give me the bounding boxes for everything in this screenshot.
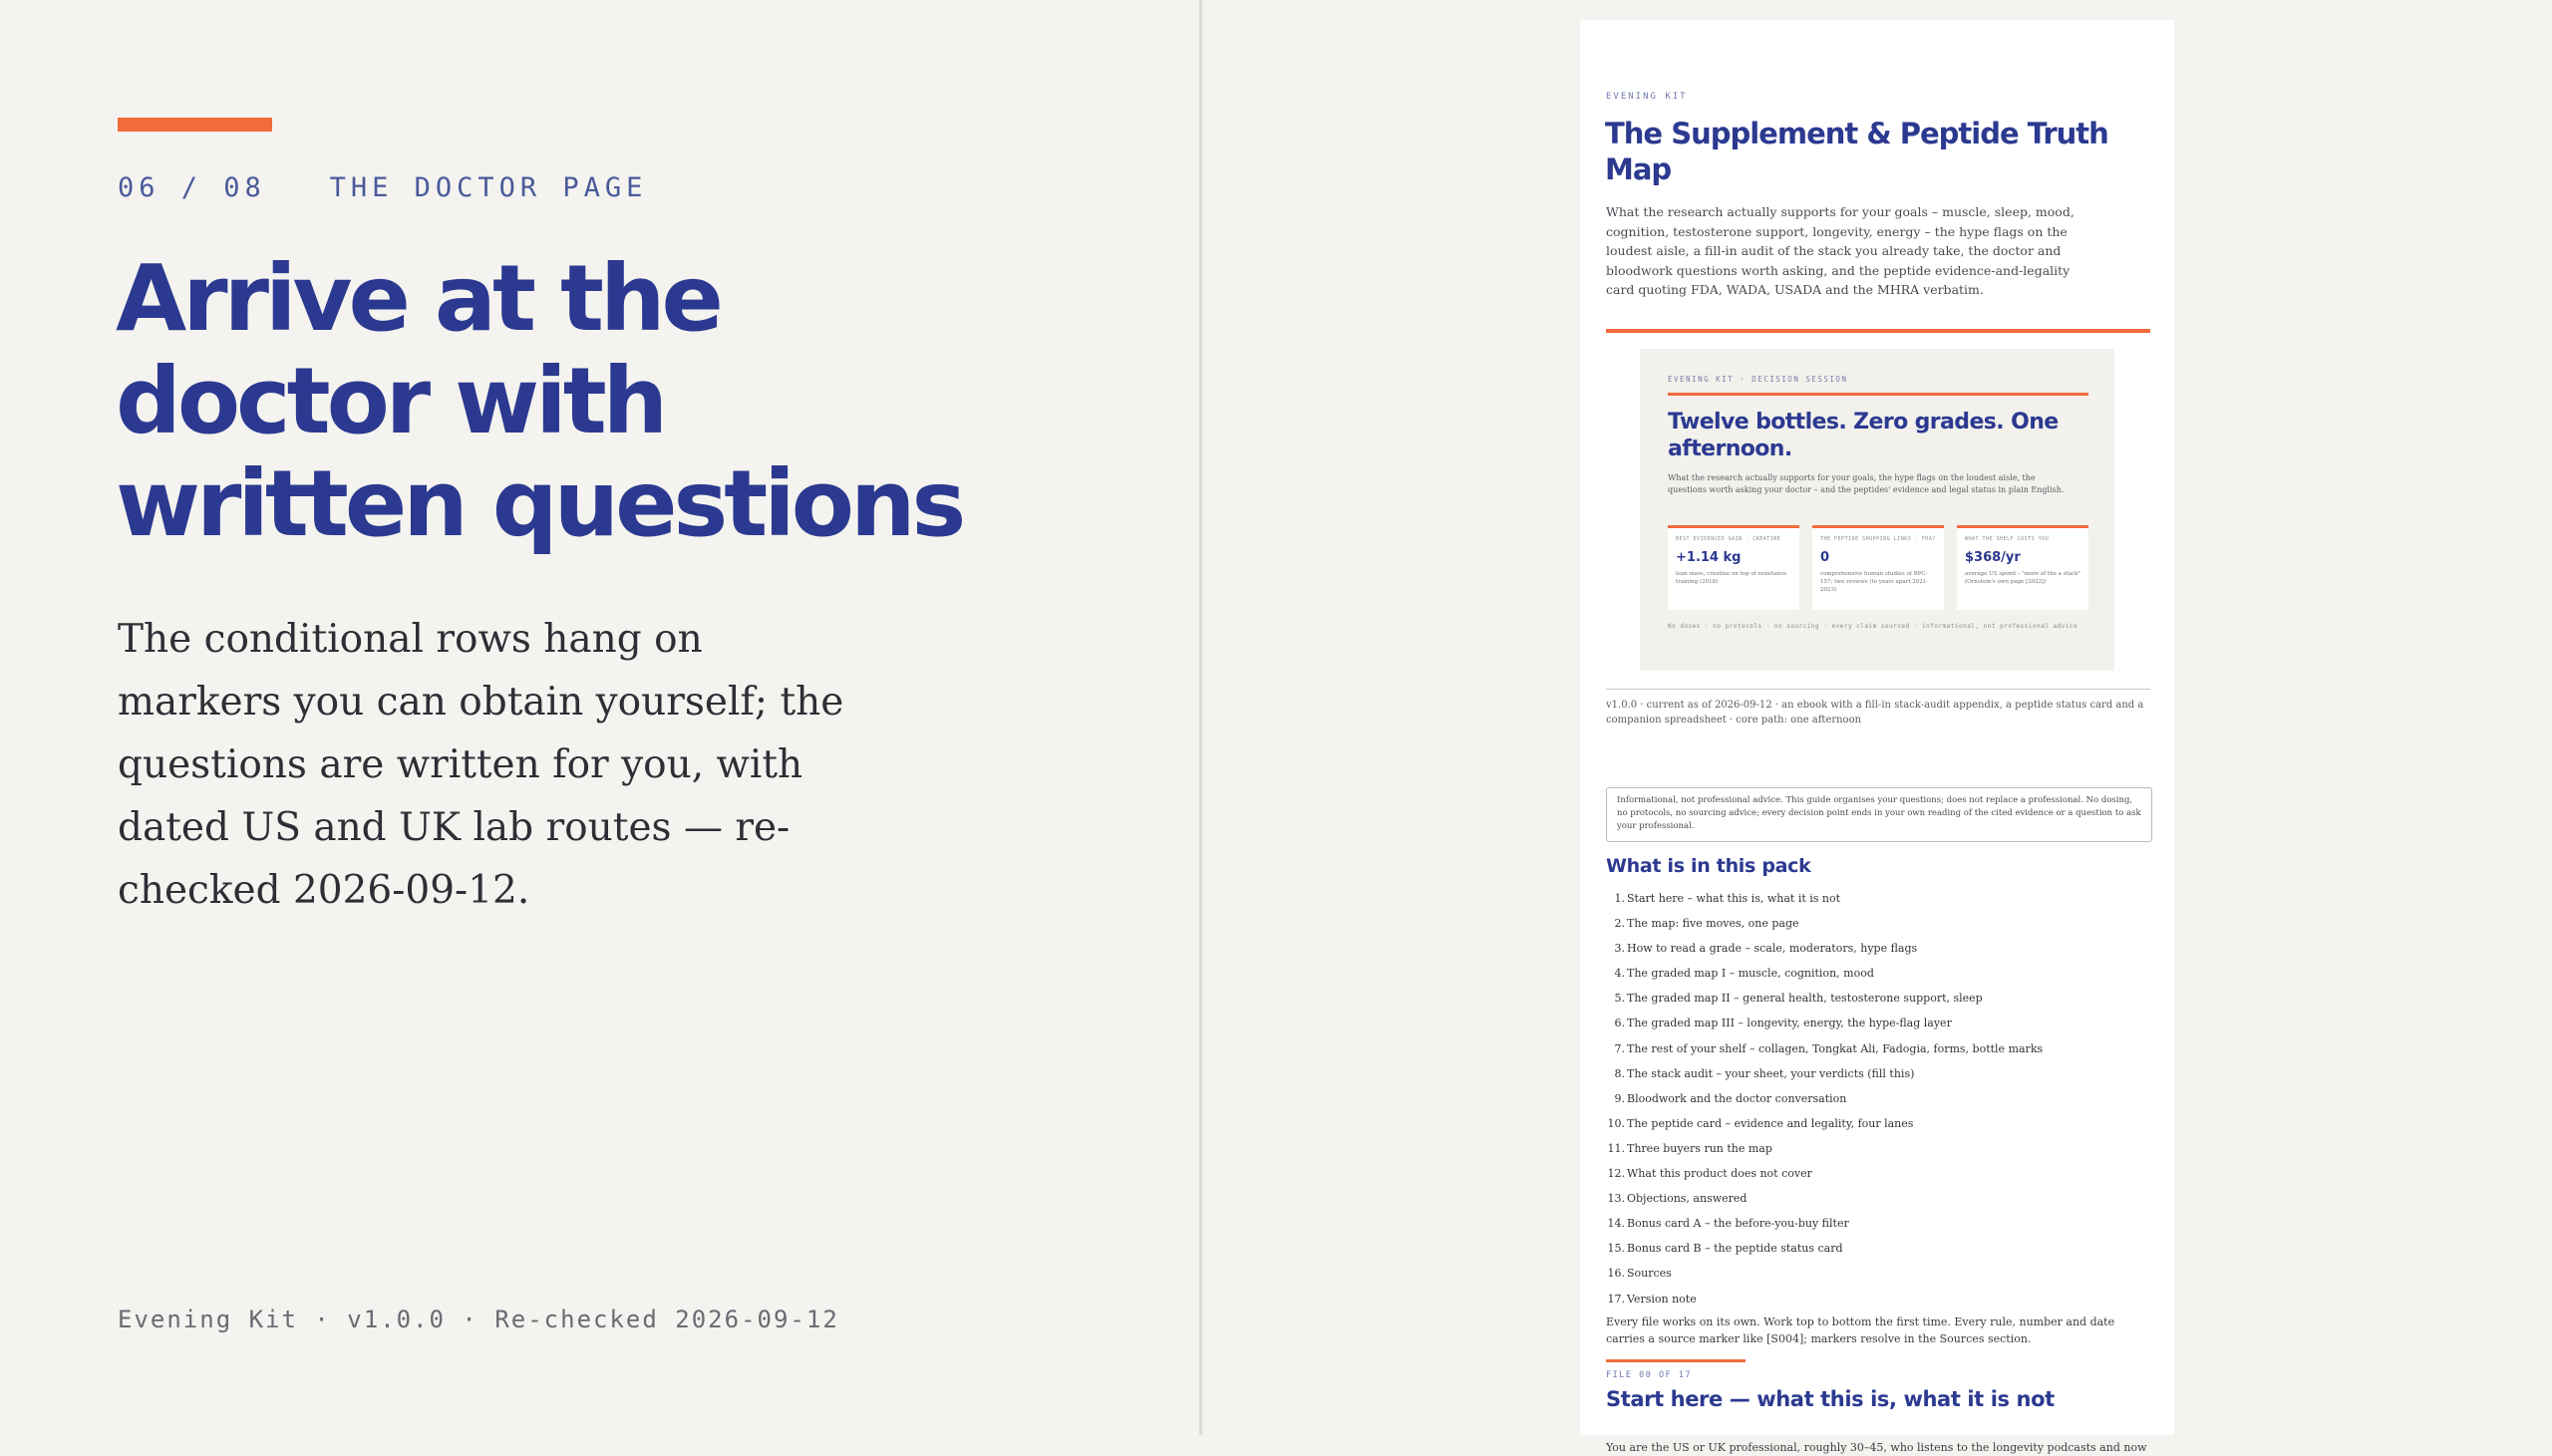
toc-item-label: Version note (1627, 1292, 1697, 1306)
toc-item-number: 8. (1614, 1066, 1625, 1080)
toc-item[interactable] (1606, 1086, 2043, 1111)
toc-item-number: 6. (1614, 1017, 1625, 1030)
toc-item-label: The graded map I – muscle, cognition, mood (1627, 967, 1874, 981)
toc-item-number: 17. (1607, 1292, 1625, 1306)
stat-value: $368/yr (1965, 550, 2021, 565)
toc-item-number: 2. (1614, 917, 1625, 931)
toc-item[interactable] (1606, 1161, 2043, 1186)
toc-item-label: The rest of your shelf – collagen, Tongkat Ali, Fadogia, forms, bottle marks (1627, 1041, 2044, 1055)
toc-item-label: What this product does not cover (1627, 1167, 1812, 1181)
cover-footer: No doses · no protocols · no sourcing · every claim sourced · informational, not professional advice (1668, 623, 2078, 630)
toc-item[interactable] (1606, 961, 2043, 986)
stat-label: BEST EVIDENCED GAIN · CREATINE (1676, 536, 1781, 542)
toc-item-label: The peptide card – evidence and legality, four lanes (1627, 1116, 1914, 1130)
slide-panel (0, 0, 1200, 1435)
panel-divider (1199, 0, 1202, 1435)
doc-title: The Supplement & Peptide Truth Map (1605, 117, 2108, 186)
document-preview[interactable] (1580, 20, 2174, 1454)
slide-lede: The conditional rows hang on markers you can obtain yourself; the questions are written for you, with dated US and UK lab routes — re-checked 2026-09-12. (118, 617, 844, 913)
toc-item-label: How to read a grade – scale, moderators, hype flags (1627, 942, 1918, 956)
toc-item[interactable] (1606, 936, 2043, 961)
toc-item[interactable] (1606, 1136, 2043, 1161)
version-line: v1.0.0 · current as of 2026-09-12 · an ebook with a fill-in stack-audit appendix, a peptide status card and a companion spreadsheet · core path: one afternoon (1606, 700, 2144, 726)
stat-card (1812, 525, 1944, 610)
toc-item-number: 16. (1607, 1267, 1625, 1281)
slide-counter: 06 / 08 (118, 172, 266, 203)
toc-item[interactable] (1606, 986, 2043, 1011)
toc-item[interactable] (1606, 1211, 2043, 1236)
toc-item-label: Bloodwork and the doctor conversation (1627, 1091, 1847, 1105)
toc-heading: What is in this pack (1606, 855, 1811, 877)
stat-card (1957, 525, 2088, 610)
stat-note: average US spend – "more of the a stack" (Ornstein's own page [2022]) (1965, 571, 2080, 585)
slide-section: THE DOCTOR PAGE (329, 172, 648, 203)
toc-item-number: 10. (1607, 1116, 1625, 1130)
toc-item-label: Bonus card A – the before-you-buy filter (1627, 1217, 1849, 1231)
toc-item-number: 4. (1614, 967, 1625, 981)
doc-intro: What the research actually supports for your goals – muscle, sleep, mood, cognition, testosterone support, longevity, energy – the hype flags on the loudest aisle, a fill-in audit of the stack you already take, the doctor and bloodwork questions worth asking, and the peptide evidence-and-legality card quoting FDA, WADA, USADA and the MHRA verbatim. (1606, 204, 2074, 297)
slide-footer: Evening Kit · v1.0.0 · Re-checked 2026-09-12 (118, 1306, 839, 1333)
toc-item[interactable] (1606, 1236, 2043, 1261)
slide-eyebrow (118, 172, 647, 203)
doc-eyebrow: EVENING KIT (1606, 92, 1688, 102)
slide-headline: Arrive at the doctor with written questions (116, 245, 963, 557)
cover-eyebrow: EVENING KIT · DECISION SESSION (1668, 375, 1848, 384)
section-rule (1606, 1359, 1746, 1362)
cover-image (1640, 349, 2114, 671)
toc-item[interactable] (1606, 1111, 2043, 1136)
stat-label: THE PEPTIDE SHOPPING LINKS · FDA? (1820, 536, 1936, 542)
cover-title: Twelve bottles. Zero grades. One afternoon. (1668, 410, 2059, 461)
toc-item[interactable] (1606, 1061, 2043, 1086)
toc-item[interactable] (1606, 1186, 2043, 1211)
cover-desc: What the research actually supports for your goals, the hype flags on the loudest aisle, the questions worth asking your doctor – and the peptides' evidence and legal status in plain English. (1668, 473, 2065, 494)
toc-item-number: 3. (1614, 942, 1625, 956)
toc-item-number: 14. (1607, 1217, 1625, 1231)
toc-item-number: 5. (1614, 992, 1625, 1006)
stat-note: comprehensive human studies of BPC-157; two reviews (to years apart 2021-2023) (1820, 571, 1929, 593)
file-label: FILE 00 OF 17 (1606, 1370, 1693, 1380)
start-heading: Start here — what this is, what it is not (1606, 1387, 2055, 1411)
toc-item-label: Start here – what this is, what it is not (1627, 892, 1841, 905)
toc-item[interactable] (1606, 1036, 2043, 1061)
toc-item-label: Bonus card B – the peptide status card (1627, 1242, 1843, 1256)
start-text: You are the US or UK professional, roughly 30–45, who listens to the longevity podcasts and now (1606, 1441, 2147, 1454)
stat-note: lean mass, creatine on top of resistance training (2018) (1676, 571, 1787, 585)
toc-item[interactable] (1606, 911, 2043, 936)
toc-item-number: 12. (1607, 1167, 1625, 1181)
stat-card (1668, 525, 1799, 610)
toc-item[interactable] (1606, 1287, 2043, 1311)
toc-item-label: The graded map II – general health, testosterone support, sleep (1627, 992, 1983, 1006)
toc-list (1606, 886, 2043, 1311)
doc-rule (1606, 329, 2150, 333)
version-rule (1606, 689, 2150, 690)
toc-item-number: 15. (1607, 1242, 1625, 1256)
stat-label: WHAT THE SHELF COSTS YOU (1965, 536, 2050, 542)
toc-item-number: 7. (1614, 1041, 1625, 1055)
toc-item-number: 11. (1607, 1141, 1625, 1155)
disclaimer-box: Informational, not professional advice. This guide organises your questions; does not replace a professional. No dosing, no protocols, no sourcing advice; every decision point ends in your own reading of the cited evidence or a question to ask your professional. (1606, 787, 2152, 842)
toc-item-number: 13. (1607, 1192, 1625, 1206)
toc-item-label: The map: five moves, one page (1627, 917, 1799, 931)
stat-value: 0 (1820, 550, 1830, 565)
toc-item-label: Sources (1627, 1267, 1672, 1281)
toc-item[interactable] (1606, 886, 2043, 911)
toc-item[interactable] (1606, 1011, 2043, 1035)
toc-item[interactable] (1606, 1261, 2043, 1286)
toc-item-label: The stack audit – your sheet, your verdicts (fill this) (1627, 1066, 1915, 1080)
toc-item-number: 1. (1614, 892, 1625, 905)
accent-bar (118, 118, 272, 132)
every-file-note: Every file works on its own. Work top to bottom the first time. Every rule, number and date carries a source marker like [S004]; markers resolve in the Sources section. (1606, 1315, 2115, 1345)
toc-item-label: Three buyers run the map (1627, 1141, 1772, 1155)
stat-value: +1.14 kg (1676, 550, 1742, 565)
toc-item-number: 9. (1614, 1091, 1625, 1105)
toc-item-label: Objections, answered (1627, 1192, 1748, 1206)
cover-rule (1668, 393, 2088, 396)
toc-item-label: The graded map III – longevity, energy, the hype-flag layer (1627, 1017, 1952, 1030)
